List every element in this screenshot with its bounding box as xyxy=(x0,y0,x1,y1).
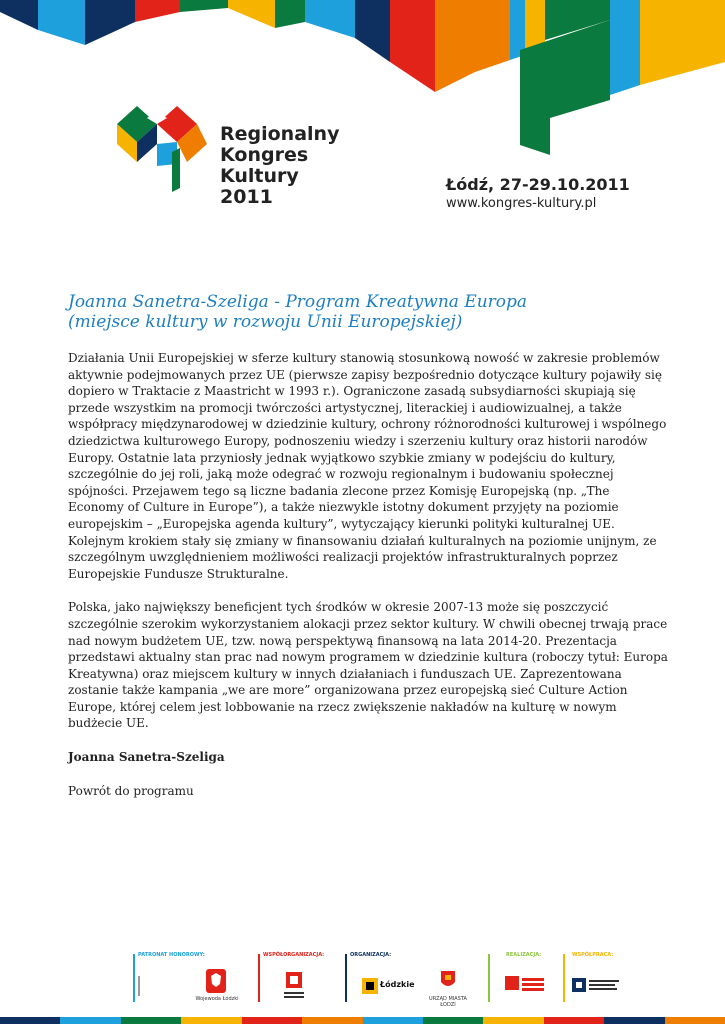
top-color-banner xyxy=(0,0,725,160)
eagle-emblem-icon xyxy=(205,968,227,994)
section-divider xyxy=(133,954,135,1002)
section-divider xyxy=(488,954,490,1002)
section-divider xyxy=(563,954,565,1002)
wspolpraca-label: WSPÓŁPRACA: xyxy=(572,952,614,958)
title-line: Joanna Sanetra-Szeliga - Program Kreatywna Europa xyxy=(68,292,528,312)
section-divider xyxy=(258,954,260,1002)
logo-line: Kongres xyxy=(220,144,309,166)
paragraph: Polska, jako największy beneficjent tych środków w okresie 2007-13 może się poszczycić szczególnie szerokim wykorzystaniem alokacji przez sektor kultury. W chwili obecnej trwają prace nad nowym budżetem UE, tzw. nową perspektywą finansową na lata 2014-20. Prezentacja przedstawi aktualny stan prac nad nowym programem w dziedzinie kultura (roboczy tytuł: Europa Kreatywna) oraz miejscem kultury w innych działaniach i funduszach UE. Zaprezentowana zostanie także kampania „we are more” organizowana przez europejską sieć Culture Action Europe, której celem jest lobbowanie na rzecz zwiększenie nakładów na kulturę w nowym budżecie UE. xyxy=(68,600,668,731)
kongres-logo-icon xyxy=(112,104,212,194)
paragraph: Działania Unii Europejskiej w sferze kultury stanowią stosunkową nowość w zakresie problemów aktywnie podejmowanych przez UE (pierwsze zapisy bezpośrednio dotyczące kultury pojawiły się dopiero w Traktacie z Maastricht w 1993 r.). Ograniczone zasadą subsydiarności skupiają się przede wszystkim na promocji twórczości artystycznej, literackiej i audiowizualnej, a także współpracy międzynarodowej w dziedzinie kultury, ochrony różnorodności kulturowej i wspólnego dziedzictwa kulturowego Europy, podnoszeniu wiedzy i szerzeniu kultury oraz historii narodów Europy. Ostatnie lata przyniosły jednak wyjątkowo szybkie zmiany w podejściu do kultury, szczególnie do jej roli, jaką może odegrać w rozwoju regionalnym i budowaniu społecznej spójności. Przejawem tego są liczne badania zlecone przez Komisję Europejską (np. „The Economy of Culture in Europe”), a także niezwykle istotny dokument przyjęty na poziomie europejskim – „Europejska agenda kultury”, wytyczający kierunki polityki kulturalnej UE. Kolejnym krokiem stały się zmiany w finansowaniu działań kulturalnych na poziomie unijnym, ze szczególnym uwzględnieniem możliwości realizacji projektów infrastrukturalnych poprzez Europejskie Fundusze Strukturalne. xyxy=(68,351,667,581)
back-to-program-link[interactable]: Powrót do programu xyxy=(68,783,194,798)
logo-line: Kultury xyxy=(220,165,299,187)
lodzkie-logo-icon xyxy=(362,978,378,994)
article-body xyxy=(68,350,668,816)
wojewoda-label: Wojewoda Łódzki xyxy=(195,996,239,1002)
lodz-coat-of-arms-icon xyxy=(440,970,456,990)
author-name: Joanna Sanetra-Szeliga xyxy=(68,750,225,765)
footer-partners xyxy=(0,946,725,1024)
title-line: (miejsce kultury w rozwoju Unii Europejskiej) xyxy=(68,312,463,332)
realizacja-label: REALIZACJA: xyxy=(506,952,542,958)
logo-wordmark xyxy=(220,124,339,208)
bottom-color-stripe xyxy=(0,1017,725,1024)
patronat-label: PATRONAT HONOROWY: xyxy=(138,952,205,958)
article-title xyxy=(68,292,668,332)
logo-line: 2011 xyxy=(220,186,273,208)
event-url[interactable]: www.kongres-kultury.pl xyxy=(446,196,597,211)
urzad-label: URZĄD MIASTA ŁODZI xyxy=(429,996,467,1008)
filharmonia-logo-icon xyxy=(572,976,622,994)
event-date: Łódź, 27-29.10.2011 xyxy=(446,175,630,194)
ministry-logo xyxy=(138,976,176,996)
event-info xyxy=(446,175,630,213)
lodzkie-label: Łódzkie xyxy=(380,980,415,989)
section-divider xyxy=(345,954,347,1002)
lodzki-dom-kultury-logo-icon xyxy=(505,974,545,994)
narodowe-centrum-kultury-logo-icon xyxy=(282,968,306,1000)
logo-line: Regionalny xyxy=(220,123,340,145)
organizacja-label: ORGANIZACJA: xyxy=(350,952,392,958)
wspolorganizacja-label: WSPÓŁORGANIZACJA: xyxy=(263,952,325,958)
